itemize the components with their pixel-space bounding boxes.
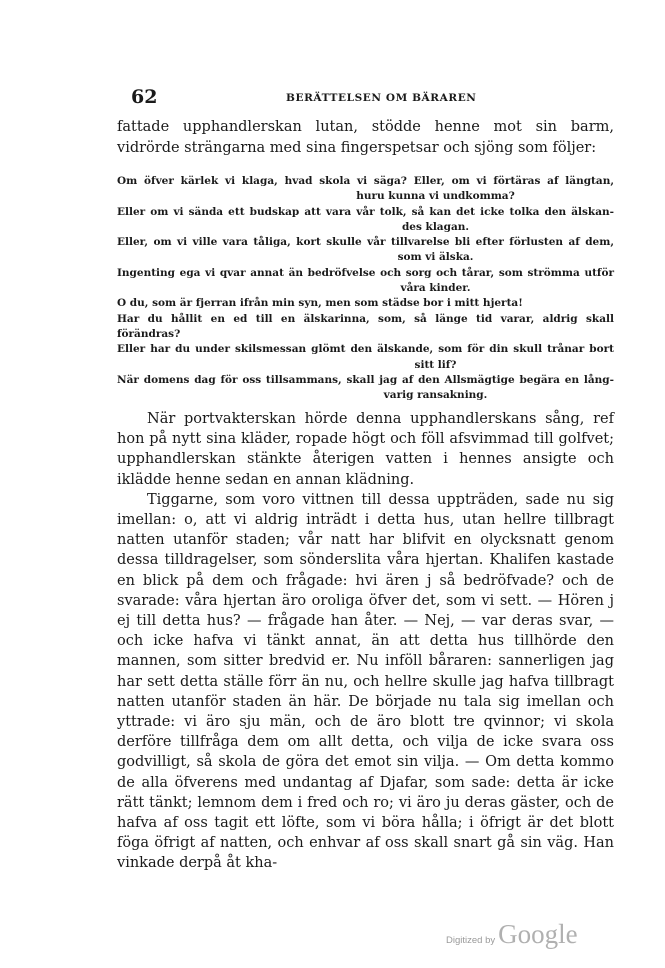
verse-continuation: des klagan. [401, 220, 470, 233]
poem-verse [117, 296, 614, 311]
verse-continuation: sitt lif? [414, 358, 457, 371]
digitized-watermark [446, 919, 578, 950]
verse-continuation: våra kinder. [400, 282, 471, 295]
verse-continuation: varig ransakning. [383, 389, 488, 402]
poem-verse [117, 342, 614, 373]
poem-verse [117, 312, 614, 343]
verse-line: Eller, om vi ville vara tåliga, kort skulle vår tillvarelse bli efter förlusten af dem, [117, 236, 614, 249]
google-logo: Google [498, 919, 578, 949]
verse-line: Om öfver kärlek vi klaga, hvad skola vi säga? Eller, om vi förtäras af längtan, [117, 175, 614, 187]
body-text [117, 409, 614, 874]
poem-verse [117, 235, 614, 266]
watermark-prefix: Digitized by [446, 935, 496, 946]
poem [117, 174, 614, 403]
poem-verse [117, 373, 614, 404]
verse-line: Eller har du under skilsmessan glömt den älskande, som för din skull trånar bort [117, 343, 614, 356]
page-number: 62 [131, 86, 158, 108]
poem-verse [117, 174, 614, 205]
verse-line: O du, som är fjerran ifrån min syn, men som städse bor i mitt hjerta! [117, 297, 523, 310]
verse-continuation: som vi älska. [397, 251, 474, 264]
verse-line: Ingenting ega vi qvar annat än bedröfvelse och sorg och tårar, som strömma utför [117, 266, 614, 279]
body-paragraph: Tiggarne, som voro vittnen till dessa uppträden, sade nu sig imellan: o, att vi aldrig inträdt i detta hus, utan hellre tillbragt natten utanför staden; vår natt har blifvit en olycksnatt genom dessa tilldragelser, som sönderslita våra hjertan. Khalifen kastade en blick på dem och frågade: hvi ären j så bedröfvade? och de svarade: våra hjertan äro oroliga öfver det, som vi sett. — Hören j ej till detta hus? — frågade han åter. — Nej, — var deras svar, — och icke hafva vi tänkt annat, än att detta hus tillhörde den mannen, som sitter bredvid er. Nu inföll båraren: sannerligen jag har sett detta ställe förr än nu, och hellre skulle jag hafva tillbragt natten utanför staden än här. De började nu tala sig imellan och yttrade: vi äro sju män, och de äro blott tre qvinnor; vi skola derföre tillfråga dem om allt detta, och vilja de icke svara oss godvilligt, så skola de göra det emot sin vilja. — Om detta kommo de alla öfverens med undantag af Djafar, som sade: detta är icke rätt tänkt; lemnom dem i fred och ro; vi äro ju deras gäster, och de hafva af oss tagit ett löfte, som vi böra hålla; i öfrigt är det blott föga öfrigt af natten, och enhvar af oss skall snart gå sin väg. Han vinkade derpå åt kha- [117, 491, 614, 872]
verse-line: Har du hållit en ed till en älskarinna, som, så länge tid varar, aldrig skall förändras? [117, 312, 614, 340]
verse-line: Eller om vi sända ett budskap att vara vår tolk, så kan det icke tolka den älskan- [117, 205, 614, 218]
verse-line: När domens dag för oss tillsammans, skall jag af den Allsmägtige begära en lång- [117, 373, 614, 386]
verse-continuation: huru kunna vi undkomma? [356, 190, 515, 203]
running-title: BERÄTTELSEN OM BÄRAREN [286, 92, 477, 104]
poem-verse [117, 205, 614, 236]
body-paragraph: När portvakterskan hörde denna upphandlerskans sång, ref hon på nytt sina kläder, ropade högt och föll afsvimmad till golfvet; upphandlerskan stänkte återigen vatten i hennes ansigte och ikläddе henne sedan en annan klädning. [117, 411, 614, 488]
poem-verse [117, 266, 614, 297]
intro-paragraph: fattade upphandlerskan lutan, stödde henne mot sin barm, vidrörde strängarna med sina fingerspetsar och sjöng som följer: [117, 119, 614, 156]
